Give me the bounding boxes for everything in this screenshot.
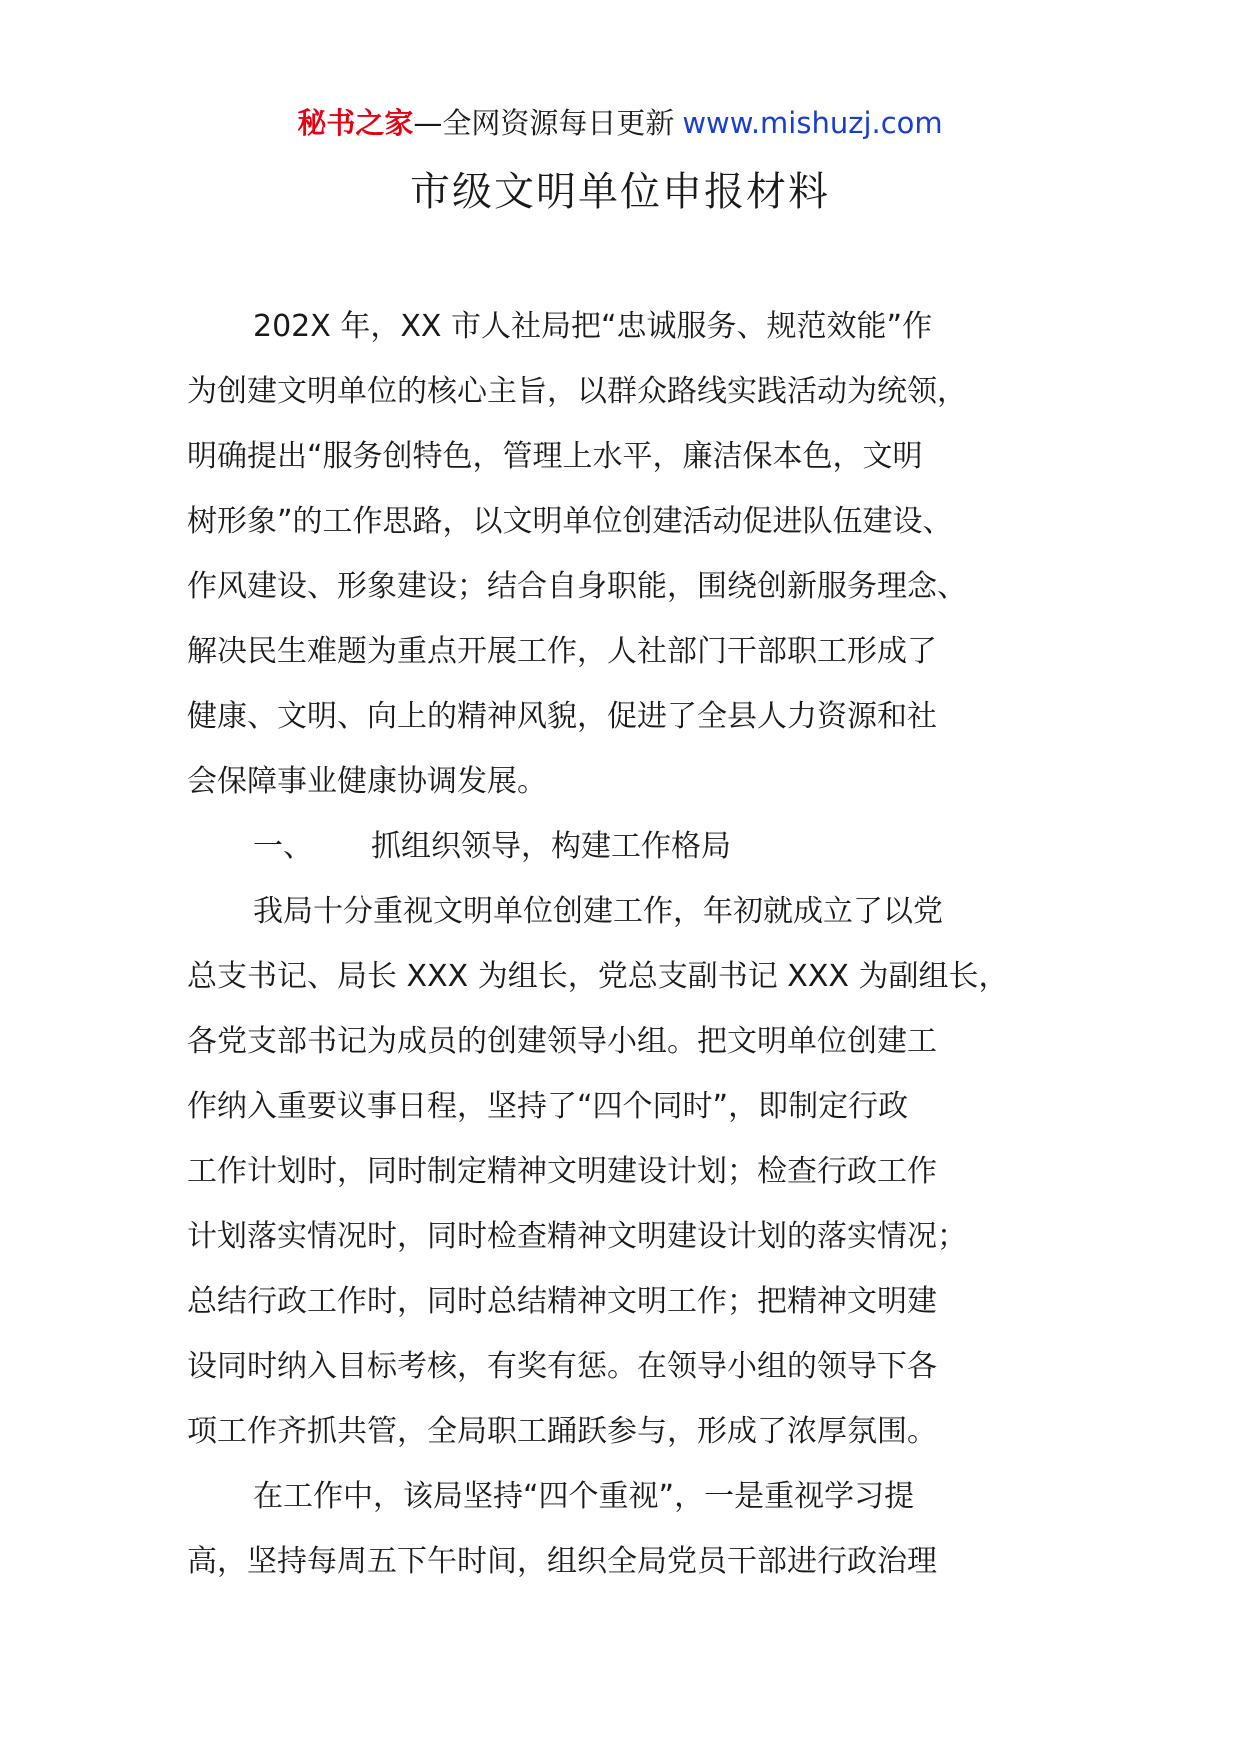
section-heading-text: 抓组织领导，构建工作格局 <box>371 829 731 864</box>
paragraph-line: 解决民生难题为重点开展工作，人社部门干部职工形成了 <box>187 634 937 669</box>
paragraph-line: 各党支部书记为成员的创建领导小组。把文明单位创建工 <box>187 1024 937 1059</box>
paragraph-line: 为创建文明单位的核心主旨，以群众路线实践活动为统领， <box>187 374 967 409</box>
slogan: —全网资源每日更新 <box>413 106 675 140</box>
paragraph-line: 设同时纳入目标考核，有奖有惩。在领导小组的领导下各 <box>187 1349 937 1384</box>
paragraph-line: 项工作齐抓共管，全局职工踊跃参与，形成了浓厚氛围。 <box>187 1414 937 1449</box>
paragraph-line: 在工作中，该局坚持“四个重视”，一是重视学习提 <box>253 1479 915 1514</box>
paragraph-line: 会保障事业健康协调发展。 <box>187 764 547 799</box>
paragraph-line: 总结行政工作时，同时总结精神文明工作；把精神文明建 <box>187 1284 937 1319</box>
paragraph-line: 树形象”的工作思路，以文明单位创建活动促进队伍建设、 <box>187 504 953 539</box>
paragraph-line: 工作计划时，同时制定精神文明建设计划；检查行政工作 <box>187 1154 937 1189</box>
brand-name: 秘书之家 <box>297 106 414 140</box>
document-body <box>187 294 1087 1594</box>
site-banner <box>0 101 1240 145</box>
paragraph-line: 明确提出“服务创特色，管理上水平，廉洁保本色，文明 <box>187 439 923 474</box>
paragraph-line: 高，坚持每周五下午时间，组织全局党员干部进行政治理 <box>187 1544 937 1579</box>
paragraph-line: 计划落实情况时，同时检查精神文明建设计划的落实情况； <box>187 1219 967 1254</box>
website-link[interactable]: www.mishuzj.com <box>682 106 943 140</box>
paragraph-line: 作风建设、形象建设；结合自身职能，围绕创新服务理念、 <box>187 569 967 604</box>
paragraph-line: 总支书记、局长 XXX 为组长，党总支副书记 XXX 为副组长， <box>187 959 1009 994</box>
document-title: 市级文明单位申报材料 <box>410 169 830 215</box>
section-number: 一、 <box>253 829 313 864</box>
section-heading <box>187 814 1087 879</box>
paragraph-line: 202X 年，XX 市人社局把“忠诚服务、规范效能”作 <box>253 309 933 344</box>
paragraph-line: 作纳入重要议事日程，坚持了“四个同时”，即制定行政 <box>187 1089 909 1124</box>
paragraph-line: 我局十分重视文明单位创建工作，年初就成立了以党 <box>253 894 943 929</box>
paragraph-line: 健康、文明、向上的精神风貌，促进了全县人力资源和社 <box>187 699 937 734</box>
